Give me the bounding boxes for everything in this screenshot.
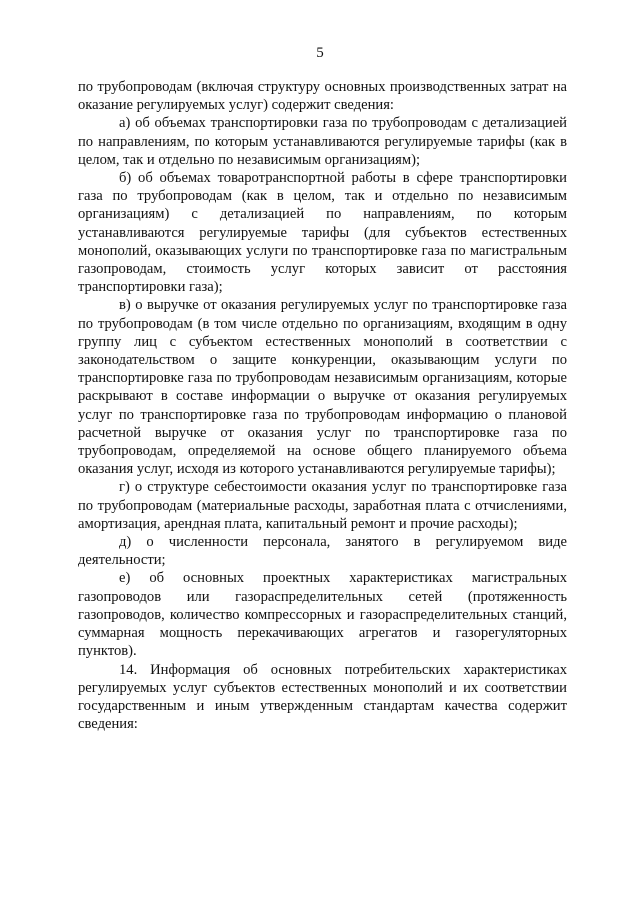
paragraph-item-a: а) об объемах транспортировки газа по трубопроводам с детализацией по направлениям, по которым устанавливаются регулируемые тарифы (как в целом, так и отдельно по независимым организациям); <box>78 115 567 168</box>
paragraph-item-d: д) о численности персонала, занятого в регулируемом виде деятельности; <box>78 534 567 569</box>
paragraph-continuation: по трубопроводам (включая структуру основных производственных затрат на оказание регулируемых услуг) содержит сведения: <box>78 79 567 114</box>
paragraph-item-e: е) об основных проектных характеристиках магистральных газопроводов или газораспределительных сетей (протяженность газопроводов, количество компрессорных и газораспределительных станций, суммарная мощность перекачивающих агрегатов и газорегуляторных пунктов). <box>78 570 567 660</box>
document-body <box>78 78 567 733</box>
paragraph-item-v: в) о выручке от оказания регулируемых услуг по транспортировке газа по трубопроводам (в том числе отдельно по организациям, входящим в одну группу лиц с субъектом естественных монополий в соответствии с законодательством о защите конкуренции, оказывающим услуги по транспортировке газа по трубопроводам независимым организациям, которые раскрывают в составе информации о выручке от оказания регулируемых услуг по транспортировке газа по трубопроводам информацию о плановой расчетной выручке от оказания услуг по транспортировке газа по трубопроводам, определяемой на основе общего планируемого объема оказания услуг, исходя из которого устанавливаются регулируемые тарифы); <box>78 297 567 478</box>
paragraph-item-b: б) об объемах товаротранспортной работы в сфере транспортировки газа по трубопроводам (как в целом, так и отдельно по независимым организациям) с детализацией по направлениям, по которым устанавливаются регулируемые тарифы (для субъектов естественных монополий, оказывающих услуги по транспортировке газа по магистральным газопроводам, стоимость услуг которых зависит от расстояния транспортировки газа); <box>78 170 567 296</box>
page-number: 5 <box>316 45 324 61</box>
paragraph-item-g: г) о структуре себестоимости оказания услуг по транспортировке газа по трубопроводам (материальные расходы, заработная плата с отчислениями, амортизация, арендная плата, капитальный ремонт и прочие расходы); <box>78 479 567 532</box>
paragraph-section-14: 14. Информация об основных потребительских характеристиках регулируемых услуг субъектов естественных монополий и их соответствии государственным и иным утвержденным стандартам качества содержит сведения: <box>78 661 567 733</box>
